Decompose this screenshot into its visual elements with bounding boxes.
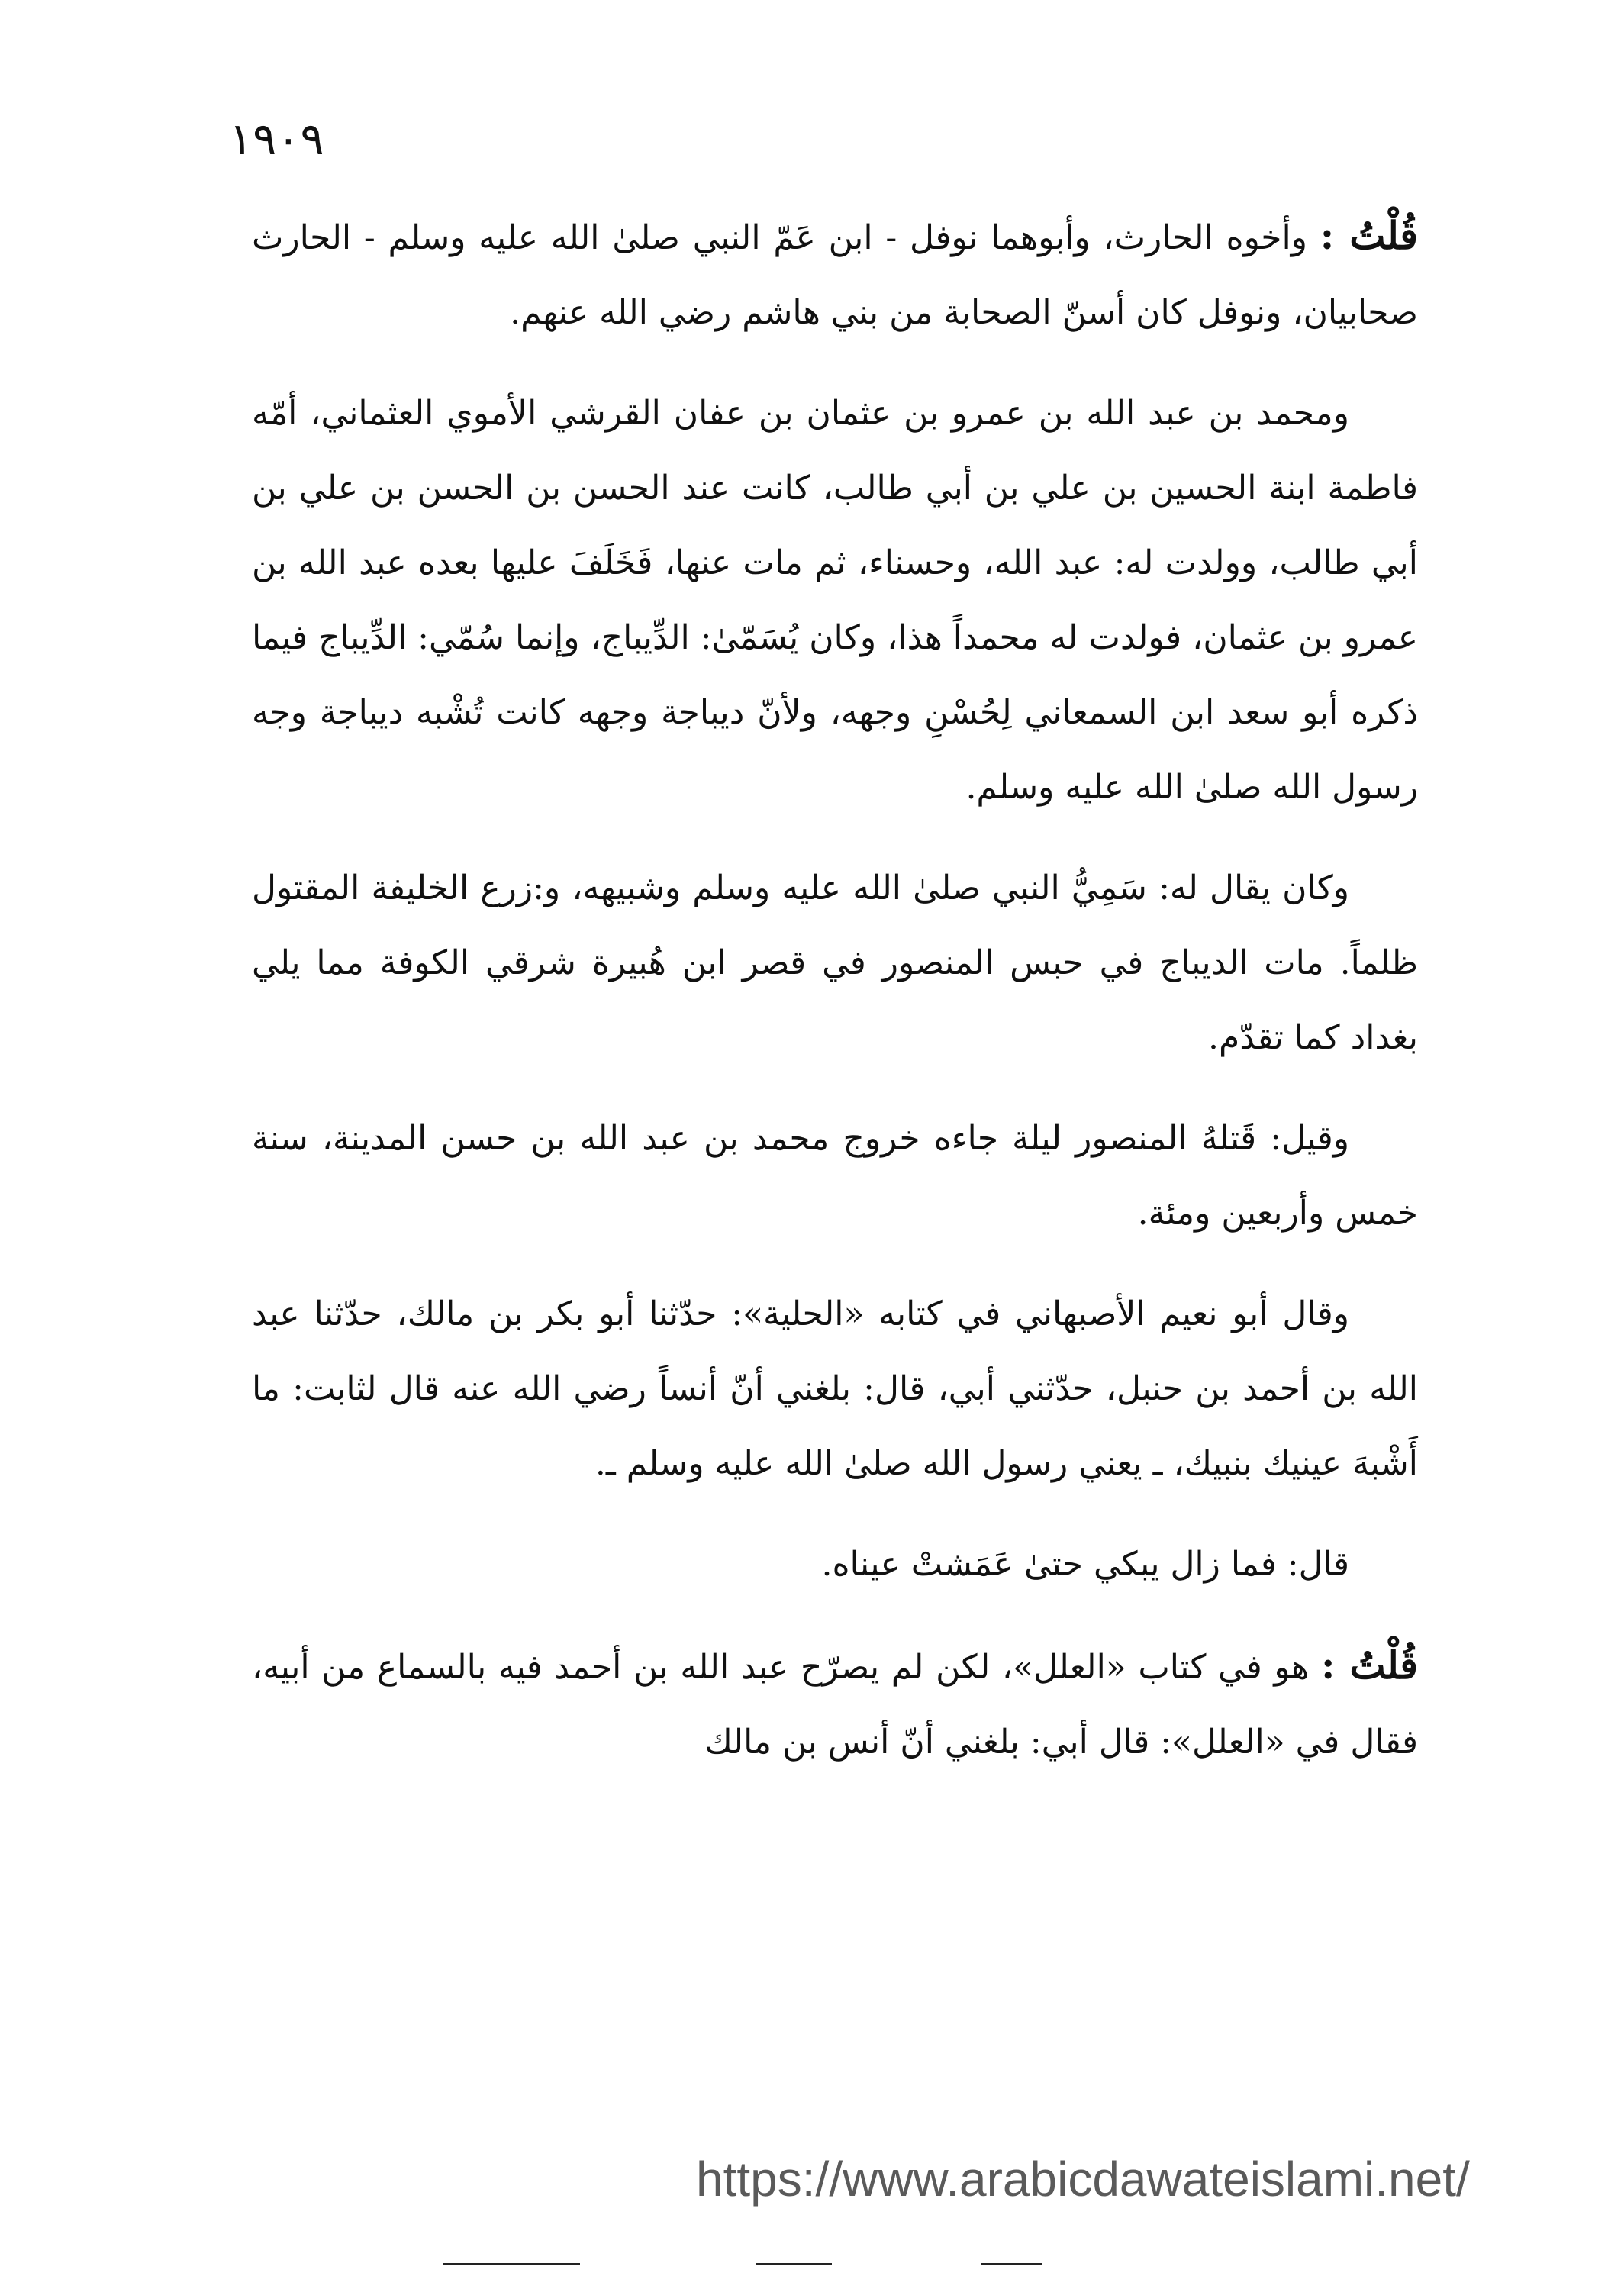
paragraph bbox=[252, 1101, 1418, 1251]
paragraph-text: وقيل: قَتلهُ المنصور ليلة جاءه خروج محمد بن عبد الله بن حسن المدينة، سنة خمس وأربعين ومئة. bbox=[252, 1119, 1418, 1233]
page-number: ١٩٠٩ bbox=[229, 113, 324, 165]
paragraph-text: وكان يقال له: سَمِيُّ النبي صلىٰ الله عليه وسلم وشبيهه، و:زرع الخليفة المقتول ظلماً. مات الديباج في حبس المنصور في قصر ابن هُبيرة شرقي الكوفة مما يلي بغداد كما تقدّم. bbox=[252, 869, 1418, 1057]
paragraph bbox=[252, 1628, 1418, 1780]
paragraph-text: وقال أبو نعيم الأصبهاني في كتابه «الحلية»: حدّثنا أبو بكر بن مالك، حدّثنا عبد الله بن أحمد بن حنبل، حدّثني أبي، قال: بلغني أنّ أنساً رضي الله عنه قال لثابت: ما أَشْبهَ عينيك بنبيك، ـ يعني رسول الله صلىٰ الله عليه وسلم ـ. bbox=[252, 1294, 1418, 1483]
paragraph bbox=[252, 376, 1418, 825]
paragraph-text: قال: فما زال يبكي حتىٰ عَمَشتْ عيناه. bbox=[821, 1545, 1349, 1584]
footer-rules bbox=[0, 2263, 1624, 2268]
watermark-url: https://www.arabicdawateislami.net/ bbox=[696, 2152, 1470, 2207]
paragraph bbox=[252, 198, 1418, 350]
footer-rule bbox=[981, 2263, 1042, 2265]
paragraph-lead: قُلْتُ : bbox=[1320, 1643, 1418, 1688]
footer-rule bbox=[756, 2263, 832, 2265]
paragraph-text: وأخوه الحارث، وأبوهما نوفل - ابن عَمّ النبي صلىٰ الله عليه وسلم - الحارث صحابيان، ونوفل كان أسنّ الصحابة من بني هاشم رضي الله عنهم. bbox=[252, 218, 1418, 332]
paragraph bbox=[252, 851, 1418, 1075]
paragraph-lead: قُلْتُ : bbox=[1320, 213, 1418, 258]
paragraph-text: هو في كتاب «العلل»، لكن لم يصرّح عبد الله بن أحمد فيه بالسماع من أبيه، فقال في «العلل»: قال أبي: بلغني أنّ أنس بن مالك bbox=[252, 1648, 1418, 1762]
paragraph bbox=[252, 1277, 1418, 1501]
paragraph bbox=[252, 1527, 1418, 1602]
footer-rule bbox=[443, 2263, 580, 2265]
paragraph-text: ومحمد بن عبد الله بن عمرو بن عثمان بن عفان القرشي الأموي العثماني، أمّه فاطمة ابنة الحسين بن علي بن أبي طالب، كانت عند الحسن بن الحسن بن علي بن أبي طالب، وولدت له: عبد الله، وحسناء، ثم مات عنها، فَخَلَفَ عليها بعده عبد الله بن عمرو بن عثمان، فولدت له محمداً هذا، وكان يُسَمّىٰ: الدِّيباج، وإنما سُمّي: الدِّيباج فيما ذكره أبو سعد ابن السمعاني لِحُسْنِ وجهه، ولأنّ ديباجة وجهه كانت تُشْبه ديباجة وجه رسول الله صلىٰ الله عليه وسلم. bbox=[252, 394, 1418, 807]
body-text bbox=[252, 198, 1418, 1806]
